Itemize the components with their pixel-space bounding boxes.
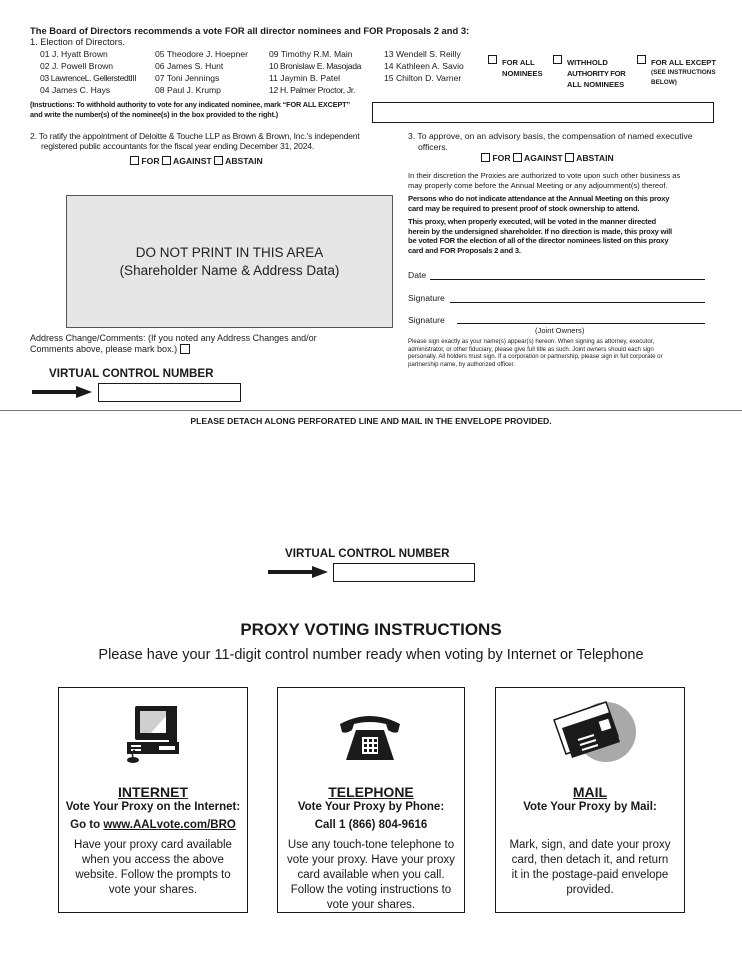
address-change-text: Address Change/Comments: (If you noted any Address Changes and/or Comments above, please mark box.) — [30, 333, 317, 354]
proposal-3-for-checkbox[interactable] — [481, 153, 490, 162]
nominee-column-2 — [155, 48, 248, 96]
telephone-title: TELEPHONE — [328, 784, 414, 800]
nominee: 02 J. Powell Brown — [40, 61, 114, 71]
virtual-control-label: VIRTUAL CONTROL NUMBER — [49, 367, 214, 380]
internet-title: INTERNET — [118, 784, 188, 800]
nominee: 08 Paul J. Krump — [155, 85, 221, 95]
nominee-column-4 — [384, 48, 464, 84]
nominee: 01 J. Hyatt Brown — [40, 49, 108, 59]
nominee: 10 Bronislaw E. Masojada — [269, 61, 362, 71]
withhold-checkbox[interactable] — [553, 55, 562, 64]
virtual-control-input[interactable] — [98, 383, 241, 402]
detach-instructions: PLEASE DETACH ALONG PERFORATED LINE AND MAIL IN THE ENVELOPE PROVIDED. — [190, 416, 552, 426]
proposal-3-against-checkbox[interactable] — [513, 153, 522, 162]
mail-title: MAIL — [572, 784, 608, 800]
nominee: 04 James C. Hays — [40, 85, 111, 95]
joint-signature-line[interactable] — [457, 323, 705, 324]
envelope-icon — [548, 698, 636, 766]
proposal-2-text: 2. To ratify the appointment of Deloitte & Touche LLP as Brown & Brown, Inc.'s independent registered public accountants for the fiscal year ending December 31, 2024. — [30, 131, 360, 151]
nominee: 03 LawrenceL. GellerstedtIII — [40, 73, 137, 83]
date-line[interactable] — [430, 279, 705, 280]
internet-goto: Go to www.AALvote.com/BRO — [70, 819, 236, 831]
withhold-label: WITHHOLD AUTHORITY FOR ALL NOMINEES — [567, 58, 626, 89]
proposal-2-for-checkbox[interactable] — [130, 156, 139, 165]
arrow-right-icon — [32, 385, 92, 399]
nominee: 06 James S. Hunt — [155, 61, 224, 71]
instructions-subtitle: Please have your 11-digit control number ready when voting by Internet or Telephone — [98, 647, 644, 663]
attendance-text: Persons who do not indicate attendance at the Annual Meeting on this proxy card may be required to present proof of stock ownership to attend. — [408, 194, 670, 213]
date-label: Date — [408, 270, 427, 280]
do-not-print-label: DO NOT PRINT IN THIS AREA — [135, 245, 324, 260]
proposal-3-text: 3. To approve, on an advisory basis, the compensation of named executive officers. — [408, 131, 693, 152]
proposal-2-against-checkbox[interactable] — [162, 156, 171, 165]
nominee-column-1 — [40, 48, 136, 96]
nominee: 09 Timothy R.M. Main — [269, 49, 353, 59]
virtual-control-label-2: VIRTUAL CONTROL NUMBER — [285, 547, 450, 560]
execution-text: This proxy, when properly executed, will be voted in the manner directed herein by the undersigned shareholder. If no direction is made, this proxy will be voted FOR the election of all of the director nominees listed on this proxy card and FOR Proposals 2 and 3. — [408, 217, 672, 255]
for-all-except-label: FOR ALL EXCEPT (SEE INSTRUCTIONS BELOW) — [651, 58, 716, 86]
board-recommendation: The Board of Directors recommends a vote FOR all director nominees and FOR Proposals 2 and 3: — [30, 25, 470, 36]
address-change-checkbox[interactable] — [180, 344, 190, 354]
discretion-text: In their discretion the Proxies are authorized to vote upon such other business as may properly come before the Annual Meeting or any adjournment(s) thereof. — [408, 171, 681, 190]
telephone-subtitle: Vote Your Proxy by Phone: — [297, 801, 445, 813]
proposal-3-ballot: FOR AGAINST ABSTAIN — [481, 153, 614, 163]
telephone-body: Use any touch-tone telephone to vote your proxy. Have your proxy card available when you call. Follow the voting instructions to vote your shares. — [287, 839, 455, 911]
instructions-title: PROXY VOTING INSTRUCTIONS — [240, 620, 502, 639]
shareholder-address-area — [66, 195, 393, 328]
for-all-label: FOR ALL NOMINEES — [502, 58, 543, 78]
for-all-except-checkbox[interactable] — [637, 55, 646, 64]
virtual-control-input-2[interactable] — [333, 563, 475, 582]
nominee: 15 Chilton D. Varner — [384, 73, 462, 83]
perforation-line — [0, 410, 742, 411]
withhold-instructions: (Instructions: To withhold authority to vote for any indicated nominee, mark “FOR ALL EXCEPT” and write the number(s) of the nominee(s) in the box provided to the right.) — [30, 100, 350, 119]
nominee: 11 Jaymin B. Patel — [269, 73, 341, 83]
signature-label: Signature — [408, 293, 445, 303]
arrow-right-icon — [268, 565, 328, 579]
signature-line[interactable] — [450, 302, 705, 303]
internet-subtitle: Vote Your Proxy on the Internet: — [65, 801, 241, 813]
nominee: 13 Wendell S. Reilly — [384, 49, 461, 59]
mail-body: Mark, sign, and date your proxy card, then detach it, and return it in the postage-paid envelope provided. — [509, 839, 671, 896]
sign-instructions: Please sign exactly as your name(s) appear(s) hereon. When signing as attorney, executor, administrator, or other fiduciary, please give full title as such. Joint owners should each sign personally. All holders must sign. If a corporation or partnership, please sign in full corporate or partnership name, by authorized officer. — [408, 338, 663, 368]
nominee-exception-input[interactable] — [372, 102, 714, 123]
internet-body: Have your proxy card available when you access the above website. Follow the prompts to vote your shares. — [74, 839, 232, 896]
computer-icon — [119, 702, 189, 764]
telephone-icon — [336, 712, 404, 764]
signature-label-2: Signature — [408, 315, 445, 325]
nominee: 07 Toni Jennings — [155, 73, 220, 83]
mail-card — [495, 687, 685, 913]
shareholder-data-label: (Shareholder Name & Address Data) — [119, 263, 340, 278]
proposal-2-abstain-checkbox[interactable] — [214, 156, 223, 165]
vote-url-link[interactable]: www.AALvote.com/BRO — [103, 819, 236, 831]
telephone-number: Call 1 (866) 804-9616 — [314, 819, 428, 831]
nominee: 14 Kathleen A. Savio — [384, 61, 464, 71]
internet-card — [58, 687, 248, 913]
proposal-2-ballot: FOR AGAINST ABSTAIN — [130, 156, 263, 166]
nominee: 12 H. Palmer Proctor, Jr. — [269, 85, 356, 95]
for-all-checkbox[interactable] — [488, 55, 497, 64]
telephone-card — [277, 687, 465, 913]
election-label: 1. Election of Directors. — [30, 37, 125, 47]
mail-subtitle: Vote Your Proxy by Mail: — [523, 801, 657, 813]
proposal-3-abstain-checkbox[interactable] — [565, 153, 574, 162]
joint-owners-label: (Joint Owners) — [535, 326, 585, 335]
nominee: 05 Theodore J. Hoepner — [155, 49, 249, 59]
nominee-column-3 — [269, 48, 361, 96]
